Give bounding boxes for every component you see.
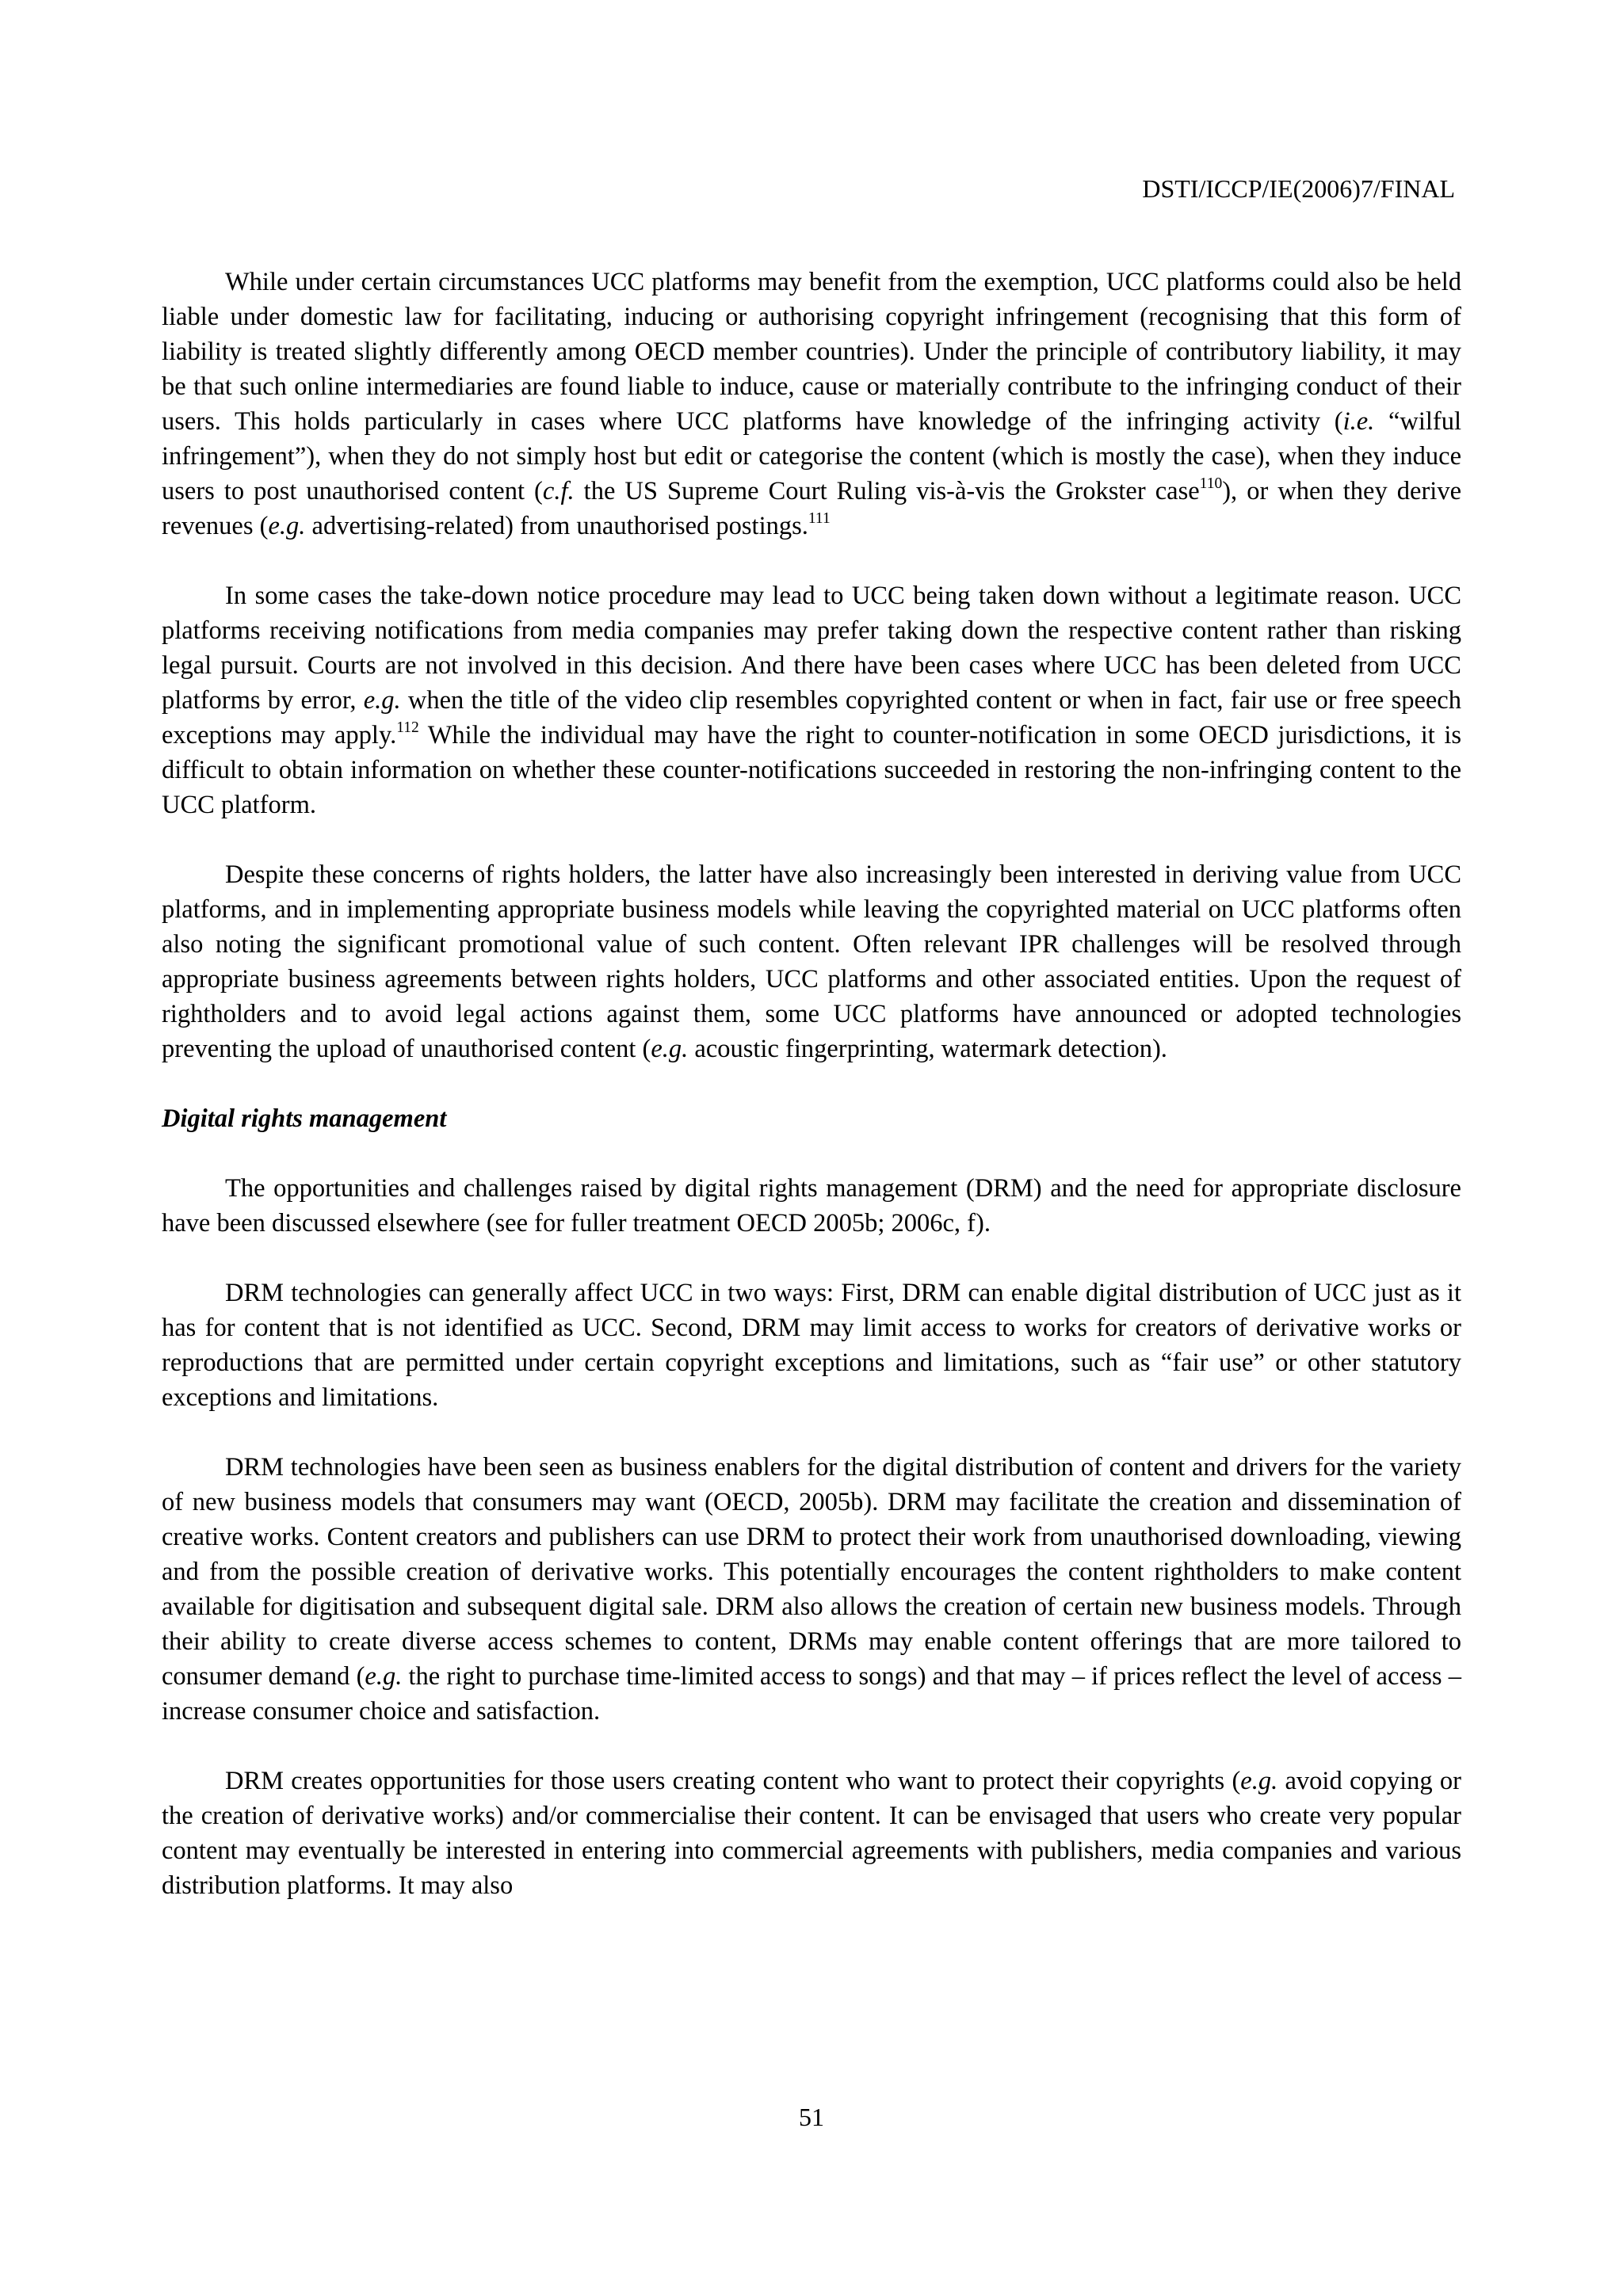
paragraph-drm-enablers [162,1450,1461,1729]
paragraph-drm-opportunities: The opportunities and challenges raised by digital rights management (DRM) and the need for appropriate disclosure have been discussed elsewhere (see for fuller treatment OECD 2005b; 2006c, f). [162,1174,1461,1238]
text-run: Despite these concerns of rights holders, the latter have also increasingly been interested in deriving value from UCC platforms, and in implementing appropriate business models while leaving the copyrighted material on UCC platforms often also noting the significant promotional value of such content. Often relevant IPR challenges will be resolved through appropriate business agreements between rights holders, UCC platforms and other associated entities. Upon the request of rightholders and to avoid legal actions against them, some UCC platforms have announced or adopted technologies preventing the upload of unauthorised content ( [162,860,1461,1063]
paragraph-ucc-liability [162,265,1461,543]
page-number: 51 [799,2103,824,2131]
text-run: the US Supreme Court Ruling vis-à-vis the Grokster case [574,477,1200,505]
text-run: DRM creates opportunities for those users creating content who want to protect their copyrights ( [225,1767,1241,1795]
italic-abbrev: e.g. [1240,1767,1278,1795]
text-run: when the title of the video clip resembles copyrighted content or when in fact, fair use or free speech exceptions may apply. [162,686,1461,749]
text-run: While under certain circumstances UCC platforms may benefit from the exemption, UCC platforms could also be held liable under domestic law for facilitating, inducing or authorising copyright infringement (recognising that this form of liability is treated slightly differently among OECD member countries). Under the principle of contributory liability, it may be that such online intermediaries are found liable to induce, cause or materially contribute to the infringing conduct of their users. This holds particularly in cases where UCC platforms have knowledge of the infringing activity ( [162,268,1461,436]
italic-abbrev: e.g. [268,512,306,540]
page-body [162,265,1461,1903]
text-run: advertising-related) from unauthorised postings. [305,512,808,540]
paragraph-drm-two-ways: DRM technologies can generally affect UCC in two ways: First, DRM can enable digital distribution of UCC just as it has for content that is not identified as UCC. Second, DRM may limit access to works for creators of derivative works or reproductions that are permitted under certain copyright exceptions and limitations, such as “fair use” or other statutory exceptions and limitations. [162,1279,1461,1412]
footnote-ref-110[interactable]: 110 [1199,475,1223,493]
footnote-ref-111[interactable]: 111 [808,510,831,528]
text-run: acoustic fingerprinting, watermark detection). [688,1035,1167,1063]
text-run: “wilful infringement”), when they do not simply host but edit or categorise the content (which is mostly the case), when they induce users to post unauthorised content ( [162,407,1461,505]
italic-abbrev: c.f. [542,477,575,505]
text-run: the right to purchase time-limited access to songs) and that may – if prices reflect the level of access – increase consumer choice and satisfaction. [162,1662,1461,1726]
text-run: In some cases the take-down notice procedure may lead to UCC being taken down without a legitimate reason. UCC platforms receiving notifications from media companies may prefer taking down the respective content rather than risking legal pursuit. Courts are not involved in this decision. And there have been cases where UCC has been deleted from UCC platforms by error, [162,582,1461,715]
text-run: DRM technologies have been seen as business enablers for the digital distribution of content and drivers for the variety of new business models that consumers may want (OECD, 2005b). DRM may facilitate the creation and dissemination of creative works. Content creators and publishers can use DRM to protect their work from unauthorised downloading, viewing and from the possible creation of derivative works. This potentially encourages the content rightholders to make content available for digitisation and subsequent digital sale. DRM also allows the creation of certain new business models. Through their ability to create diverse access schemes to content, DRMs may enable content offerings that are more tailored to consumer demand ( [162,1453,1461,1691]
footnote-ref-112[interactable]: 112 [396,719,419,737]
section-heading: Digital rights management [162,1104,447,1133]
text-run: While the individual may have the right to counter-notification in some OECD jurisdictions, it is difficult to obtain information on whether these counter-notifications succeeded in restoring the non-infringing content to the UCC platform. [162,721,1462,819]
italic-abbrev: i.e. [1342,407,1375,436]
document-id-header: DSTI/ICCP/IE(2006)7/FINAL [1142,174,1455,203]
paragraph-take-down [162,578,1461,822]
text-run: avoid copying or the creation of derivative works) and/or commercialise their content. It can be envisaged that users who create very popular content may eventually be interested in entering into commercial agreements with publishers, media companies and various distribution platforms. It may also [162,1767,1462,1900]
paragraph-rights-holders [162,857,1461,1066]
italic-abbrev: e.g. [365,1662,403,1691]
paragraph-drm-users [162,1764,1461,1903]
italic-abbrev: e.g. [651,1035,689,1063]
text-run: ), or when they derive revenues ( [162,477,1461,540]
italic-abbrev: e.g. [363,686,401,715]
